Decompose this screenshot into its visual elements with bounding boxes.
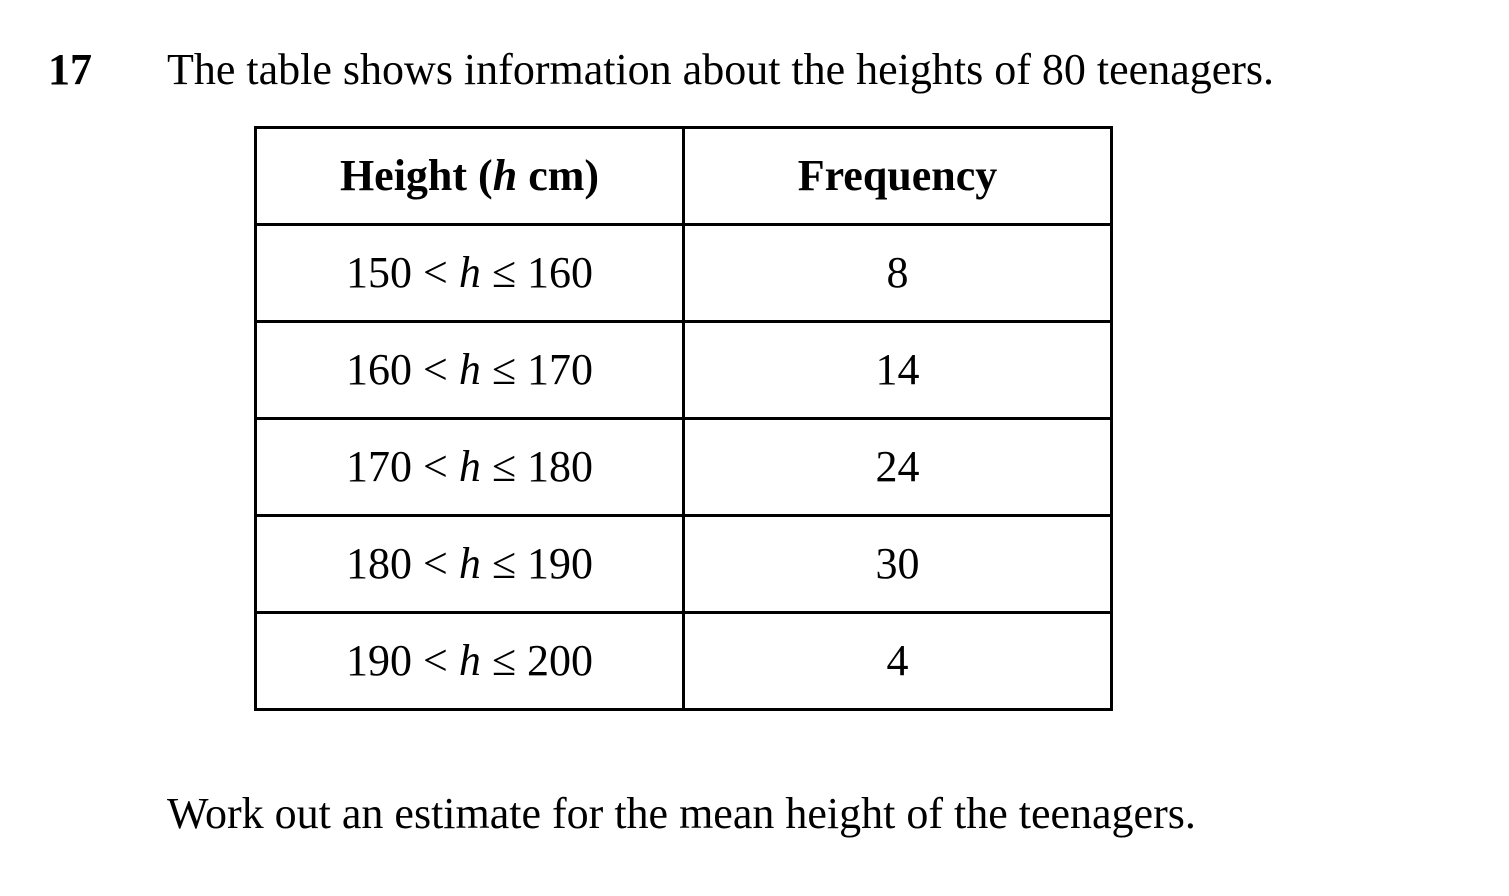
interval-upper: ≤ 190 [491, 539, 593, 588]
interval-upper: ≤ 180 [491, 442, 593, 491]
frequency-table [254, 126, 1113, 711]
task-instruction: Work out an estimate for the mean height of the teenagers. [167, 789, 1196, 838]
question-number: 17 [48, 45, 92, 94]
frequency-cell: 14 [684, 322, 1112, 419]
frequency-cell: 4 [684, 613, 1112, 710]
interval-upper: ≤ 170 [491, 345, 593, 394]
interval-variable: h [458, 539, 481, 588]
table-row [256, 322, 1112, 419]
table-row [256, 613, 1112, 710]
interval-variable: h [458, 442, 481, 491]
interval-lower: 190 < [346, 636, 448, 685]
frequency-cell: 8 [684, 225, 1112, 322]
height-header-suffix: cm) [517, 151, 600, 200]
height-interval-cell [256, 419, 684, 516]
height-interval-cell [256, 516, 684, 613]
interval-lower: 170 < [346, 442, 448, 491]
interval-variable: h [458, 248, 481, 297]
interval-variable: h [458, 636, 481, 685]
height-interval-cell [256, 322, 684, 419]
height-interval-cell [256, 225, 684, 322]
interval-lower: 160 < [346, 345, 448, 394]
table-header-row [256, 128, 1112, 225]
table-row [256, 419, 1112, 516]
height-header-prefix: Height ( [339, 151, 493, 200]
frequency-cell: 24 [684, 419, 1112, 516]
frequency-column-header: Frequency [684, 128, 1112, 225]
interval-upper: ≤ 160 [491, 248, 593, 297]
interval-lower: 180 < [346, 539, 448, 588]
table-row [256, 225, 1112, 322]
height-interval-cell [256, 613, 684, 710]
height-header-variable: h [492, 151, 518, 200]
table-row [256, 516, 1112, 613]
question-stem: The table shows information about the heights of 80 teenagers. [167, 45, 1275, 94]
frequency-cell: 30 [684, 516, 1112, 613]
interval-lower: 150 < [346, 248, 448, 297]
height-column-header [256, 128, 684, 225]
interval-variable: h [458, 345, 481, 394]
interval-upper: ≤ 200 [491, 636, 593, 685]
